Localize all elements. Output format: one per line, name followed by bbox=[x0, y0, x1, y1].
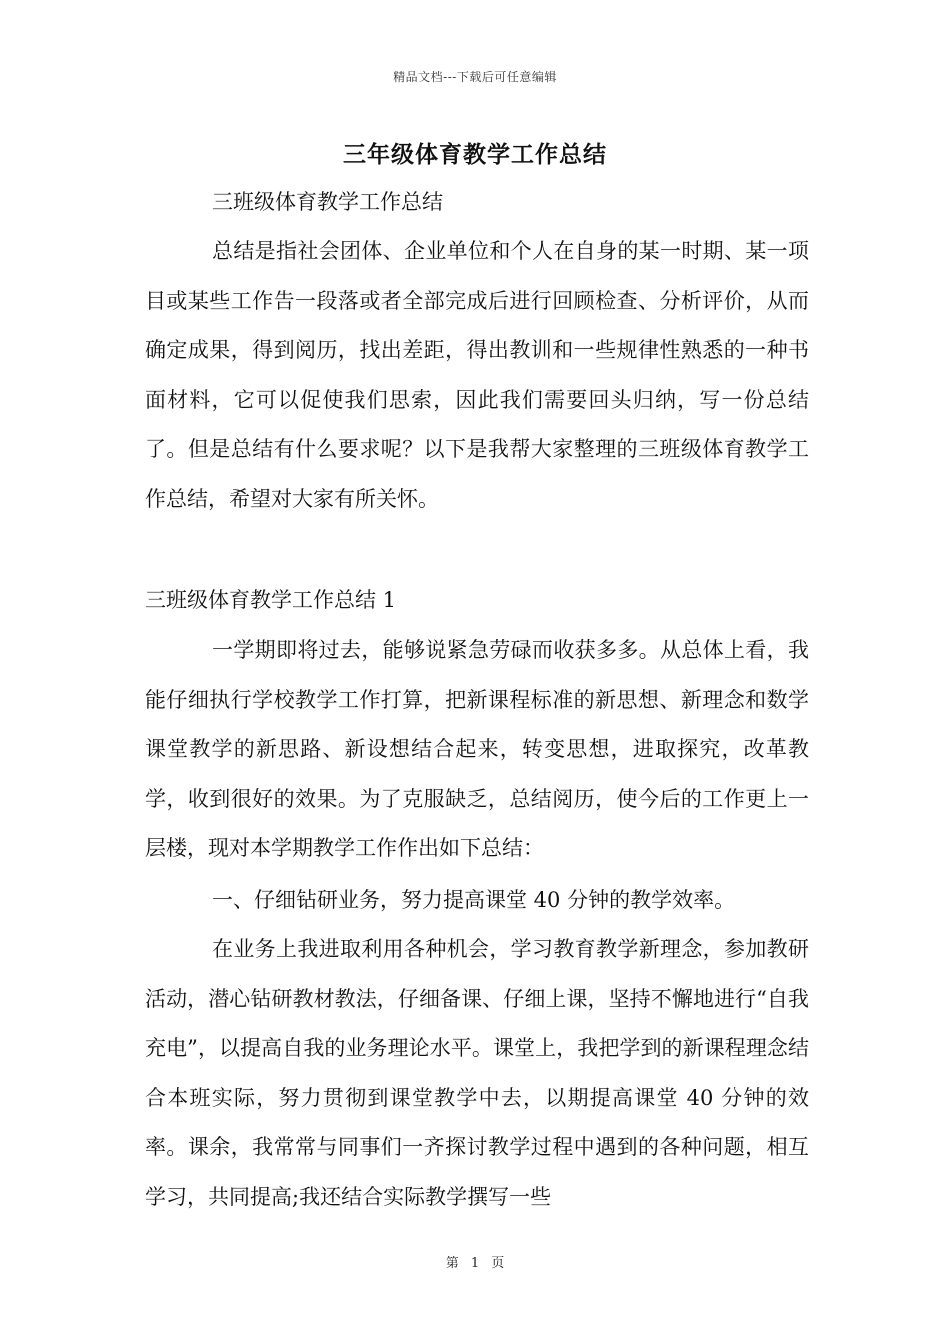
document-title: 三年级体育教学工作总结 bbox=[343, 141, 607, 168]
header-note: 精品文档---下载后可任意编辑 bbox=[393, 70, 557, 84]
section-heading: 三班级体育教学工作总结 1 bbox=[145, 588, 397, 612]
point-heading-one: 一、仔细钻研业务，努力提高课堂 40 分钟的教学效率。 bbox=[212, 888, 736, 912]
footer-suffix: 页 bbox=[491, 1256, 505, 1271]
subtitle: 三班级体育教学工作总结 bbox=[212, 190, 443, 214]
intro-paragraph: 总结是指社会团体、企业单位和个人在自身的某一时期、某一项目或某些工作告一段落或者全部完成后进行回顾检查、分析评价，从而确定成果，得到阅历，找出差距，得出教训和一些规律性熟悉的一种书面材料，它可以促使我们思索，因此我们需要回头归纳，写一份总结了。但是总结有什么要求呢？以下是我帮大家整理的三班级体育教学工作总结，希望对大家有所关怀。 bbox=[145, 239, 809, 511]
paragraph-one: 一学期即将过去，能够说紧急劳碌而收获多多。从总体上看，我能仔细执行学校教学工作打算，把新课程标准的新思想、新理念和数学课堂教学的新思路、新设想结合起来，转变思想，进取探究，改革教学，收到很好的效果。为了克服缺乏，总结阅历，使今后的工作更上一层楼，现对本学期教学工作作出如下总结： bbox=[145, 638, 809, 860]
page-number: 1 bbox=[470, 1256, 480, 1271]
paragraph-two: 在业务上我进取利用各种机会，学习教育教学新理念，参加教研活动，潜心钻研教材教法，仔细备课、仔细上课，坚持不懈地进行“自我充电”，以提高自我的业务理论水平。课堂上，我把学到的新课程理念结合本班实际，努力贯彻到课堂教学中去，以期提高课堂 40 分钟的效率。课余，我常常与同事们一齐探讨教学过程中遇到的各种问题，相互学习，共同提高;我还结合实际教学撰写一些 bbox=[145, 937, 809, 1209]
footer-prefix: 第 bbox=[445, 1256, 459, 1271]
page-footer bbox=[0, 1252, 950, 1271]
